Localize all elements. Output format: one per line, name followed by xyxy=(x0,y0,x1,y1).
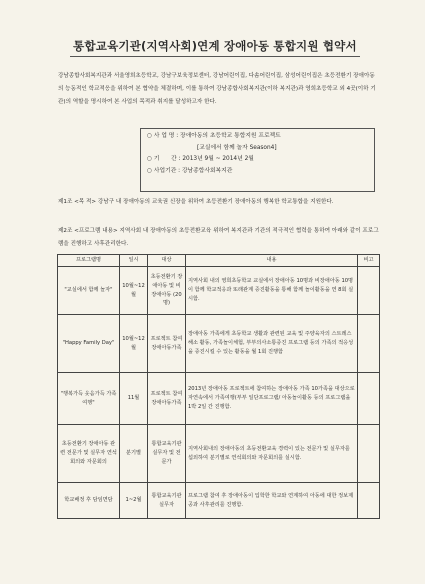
project-name-row xyxy=(147,131,368,143)
cell-content: 2013년 장애아동 프로젝트에 참여하는 장애아동 가족 10가족을 대상으로 자연속에서 가족여행(부부 일단프로그램/ 아동놀이활동 등의 프로그램을 1박 2일 간 진행함. xyxy=(186,373,358,425)
project-period-row xyxy=(147,154,368,166)
header-note: 비고 xyxy=(358,255,380,267)
cell-content: 지역사회내의 장애아동의 초등전환교육 경력이 있는 전문가 및 실무자를 섭외하여 분기별로 연석회의와 자문회의를 실시함. xyxy=(186,425,358,483)
cell-date: 10월~12월 xyxy=(120,267,148,315)
project-name-value: : 장애아동의 초등학교 통합지원 프로젝트 xyxy=(176,133,281,139)
project-period-value: : 2013년 9월 ~ 2014년 2월 xyxy=(178,156,254,162)
cell-program-name: 초등전환기 장애아동 관련 전문가 및 실무자 연석회의와 자문회의 xyxy=(58,425,120,483)
header-date: 일시 xyxy=(120,255,148,267)
table-row xyxy=(58,373,380,425)
intro-paragraph: 강남종합사회복지관과 서울영희초등학교, 강남구보육정보센터, 강남어린이집, 다솜어린이집, 삼성어린이집은 초등전환기 장애아동의 능동적인 학교적응을 위하여 본 협약을 체결하며, 이를 통하여 강남종합사회복지관(이하 복지관)과 영희초등학교 외 4곳(이하 기관)의 역할을 명시하여 본 사업의 목적과 취지를 달성하고자 한다. xyxy=(58,73,376,106)
cell-program-name: "Happy Family Day" xyxy=(58,315,120,373)
project-period-label: ○ 기 간 xyxy=(147,156,177,162)
cell-date: 분기별 xyxy=(120,425,148,483)
project-org-value: : 강남종합사회복지관 xyxy=(178,167,233,174)
cell-note xyxy=(358,267,380,315)
cell-program-name: "교실에서 함께 놀자" xyxy=(58,267,120,315)
cell-target: 프로젝트 참여 장애아동가족 xyxy=(148,315,186,373)
cell-note xyxy=(358,425,380,483)
program-table xyxy=(57,254,380,519)
header-program-name: 프로그램명 xyxy=(58,255,120,267)
article-2: 제2조 <프로그램 내용> 지역사회 내 장애아동의 초등전환교육 위하여 복지관과 기관의 적극적인 협력을 통하여 아래와 같이 프로그램을 진행하고 사후관리한다. xyxy=(58,228,379,248)
project-org-row xyxy=(147,166,368,178)
cell-note xyxy=(358,483,380,519)
cell-content: 지역사회 내의 영희초등학교 교실에서 장애아동 10명과 비장애아동 10명이 함께 학교적응과 또래관계 증진활동을 통해 함께 놀이활동을 연 8회 실시함. xyxy=(186,267,358,315)
cell-target: 통합교육기관 실무자 xyxy=(148,483,186,519)
project-subtitle: [교실에서 함께 놀자 Season4] xyxy=(197,144,277,151)
cell-target: 통합교육기관 실무자 및 전문가 xyxy=(148,425,186,483)
cell-date: 11월 xyxy=(120,373,148,425)
project-info-box xyxy=(140,128,375,192)
project-org-label: ○ 사업기관 xyxy=(147,167,177,174)
cell-program-name: "행복가득 웃음가득 가족여행" xyxy=(58,373,120,425)
table-row xyxy=(58,483,380,519)
header-target: 대상 xyxy=(148,255,186,267)
cell-date: 10월~12월 xyxy=(120,315,148,373)
article-1: 제1조 <목 적> 강남구 내 장애아동의 교육권 신장을 위하여 초등전환기 장애아동의 행복한 학교통합을 지원한다. xyxy=(58,199,334,205)
page-title: 통합교육기관(지역사회)연계 장애아동 통합지원 협약서 xyxy=(70,38,360,57)
cell-note xyxy=(358,373,380,425)
cell-content: 장애아동 가족에게 초등학교 생활과 관련된 교육 및 주양육자의 스트레스 해소 활동, 가족놀이체험, 부부의사소통증진 프로그램 등의 가족의 적응성을 증진시킬 수 있는 활동을 월 1회 진행함 xyxy=(186,315,358,373)
cell-target: 초등전환기 장애아동 및 비장애아동 (20명) xyxy=(148,267,186,315)
program-table-header xyxy=(58,255,380,267)
table-row xyxy=(58,425,380,483)
cell-program-name: 학교배정 후 담임면담 xyxy=(58,483,120,519)
table-row xyxy=(58,315,380,373)
header-content: 내용 xyxy=(186,255,358,267)
project-name-label: ○ 사 업 명 xyxy=(147,133,175,139)
cell-date: 1~2월 xyxy=(120,483,148,519)
cell-content: 프로그램 참여 후 장애아동이 입학한 학교와 연계하여 아동에 대한 정보제공과 사후관리를 진행함. xyxy=(186,483,358,519)
cell-note xyxy=(358,315,380,373)
table-row xyxy=(58,267,380,315)
cell-target: 프로젝트 참여 장애아동가족 xyxy=(148,373,186,425)
